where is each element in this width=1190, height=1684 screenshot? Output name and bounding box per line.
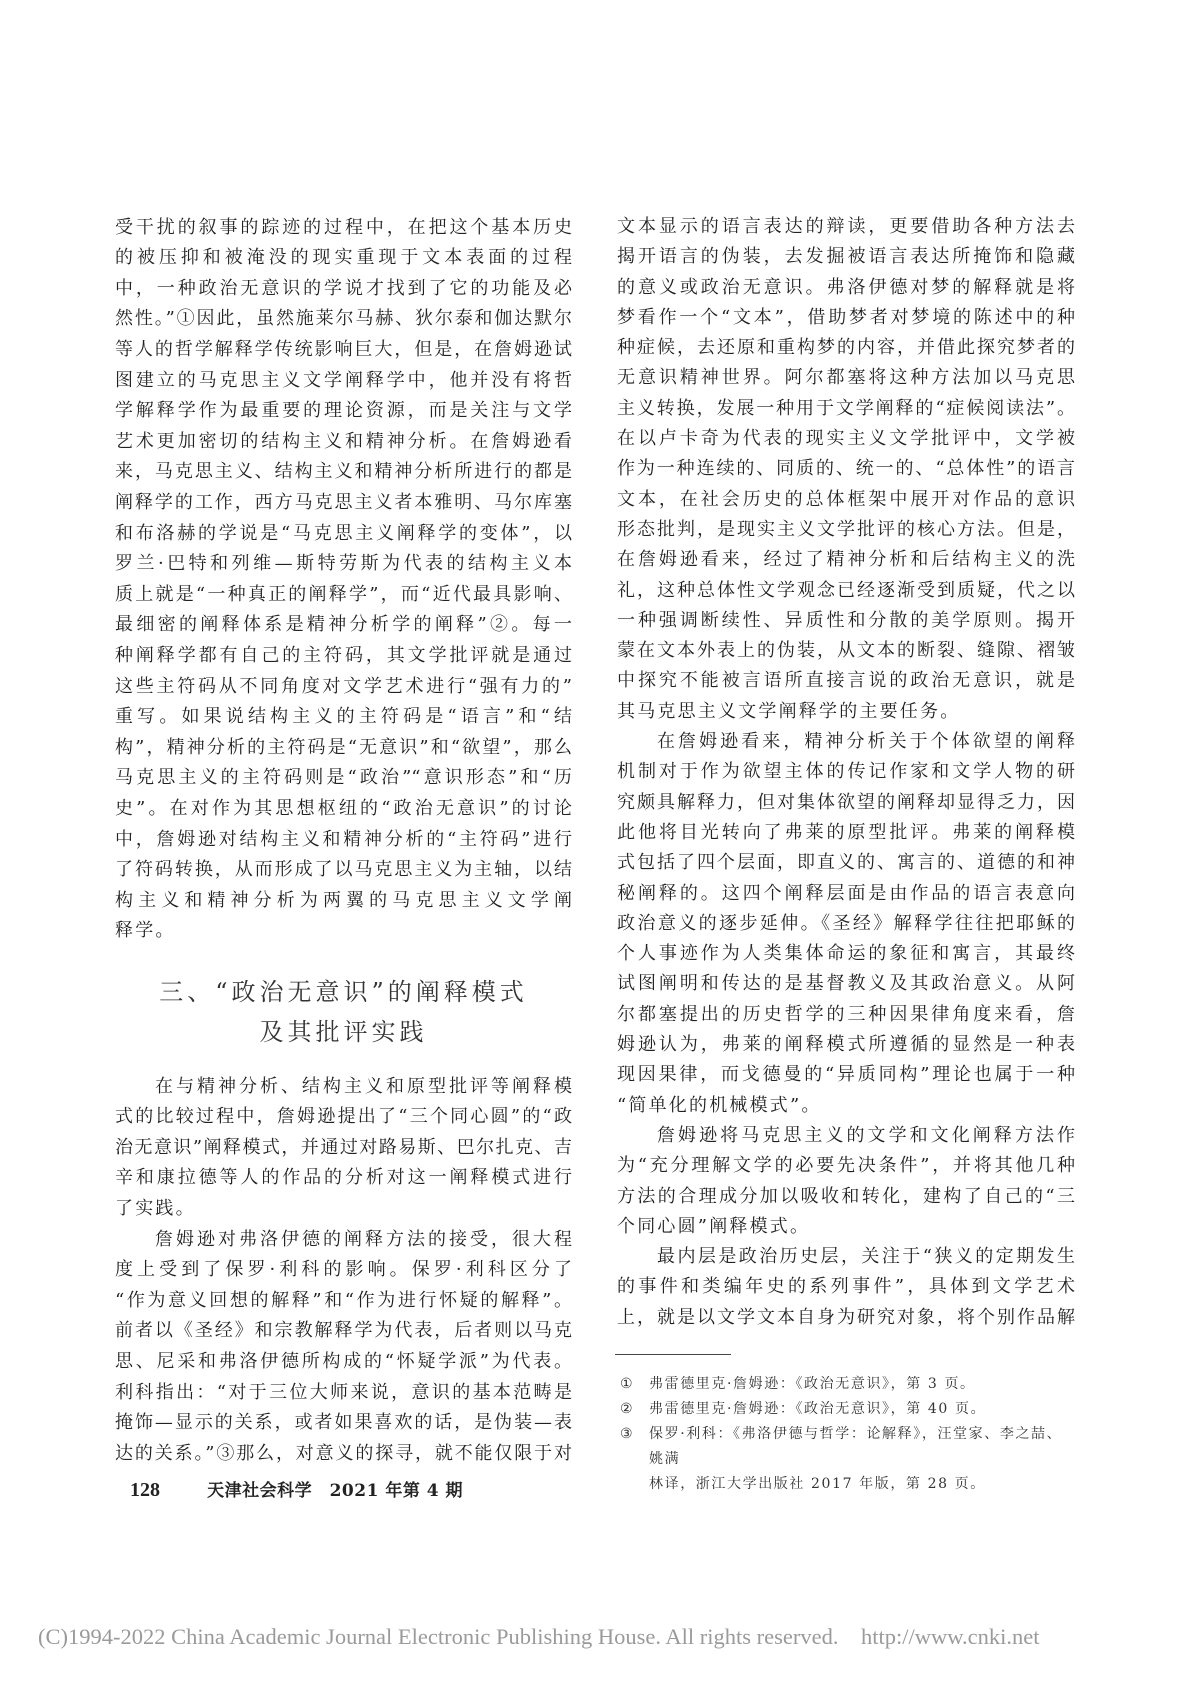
text-line: 个同心圆”阐释模式。: [617, 1215, 811, 1237]
text-line: 史”。在对作为其思想枢纽的“政治无意识”的讨论: [115, 797, 572, 819]
body-paragraph: [115, 213, 572, 947]
text-line: 詹姆逊对弗洛伊德的阐释方法的接受，很大程: [155, 1228, 572, 1250]
text-line: 个人事迹作为人类集体命运的象征和寓言，其最终: [617, 943, 1075, 965]
text-line: 学解释学作为最重要的理论资源，而是关注与文学: [115, 400, 572, 422]
text-line: 重写。如果说结构主义的主符码是“语言”和“结: [115, 706, 572, 728]
text-line: 的意义或政治无意识。弗洛伊德对梦的解释就是将: [617, 276, 1075, 298]
text-line: 达的关系。”③那么，对意义的探寻，就不能仅限于对: [115, 1442, 572, 1464]
text-line: 释学。: [115, 920, 176, 942]
footnote-text: 保罗·利科：《弗洛伊德与哲学：论解释》，汪堂家、李之喆、姚满: [649, 1426, 1063, 1467]
text-line: 度上受到了保罗·利科的影响。保罗·利科区分了: [115, 1259, 572, 1281]
text-line: 的事件和类编年史的系列事件”，具体到文学艺术: [617, 1276, 1075, 1298]
body-paragraph: [617, 1121, 1075, 1242]
text-line: 蒙在文本外表上的伪装，从文本的断裂、缝隙、褶皱: [617, 640, 1075, 662]
body-paragraph: [617, 1242, 1075, 1333]
footnote-divider: [615, 1354, 731, 1355]
journal-issue: 天津社会科学 2021 年第 4 期: [207, 1481, 463, 1501]
text-line: 式包括了四个层面，即直义的、寓言的、道德的和神: [617, 852, 1075, 874]
copyright-notice: (C)1994-2022 China Academic Journal Electronic Publishing House. All rights reserved. http://www.cnki.net: [38, 1624, 1040, 1649]
text-line: 上，就是以文学文本自身为研究对象，将个别作品解: [617, 1306, 1075, 1328]
text-line: 在詹姆逊看来，经过了精神分析和后结构主义的洗: [617, 549, 1075, 571]
text-line: 艺术更加密切的结构主义和精神分析。在詹姆逊看: [115, 430, 572, 452]
text-line: 在以卢卡奇为代表的现实主义文学批评中，文学被: [617, 428, 1075, 450]
text-line: 和布洛赫的学说是“马克思主义阐释学的变体”，以: [115, 522, 572, 544]
text-line: 机制对于作为欲望主体的传记作家和文学人物的研: [617, 761, 1075, 783]
text-line: 秘阐释的。这四个阐释层面是由作品的语言表意向: [617, 882, 1075, 904]
section-heading-line: 三、“政治无意识”的阐释模式: [159, 978, 528, 1006]
text-line: 中，詹姆逊对结构主义和精神分析的“主符码”进行: [115, 828, 572, 850]
page-footer: [130, 1476, 463, 1502]
text-line: 种症候，去还原和重构梦的内容，并借此探究梦者的: [617, 337, 1075, 359]
text-line: 最内层是政治历史层，关注于“狭义的定期发生: [657, 1246, 1075, 1268]
text-line: 阐释学的工作，西方马克思主义者本雅明、马尔库塞: [115, 492, 572, 514]
text-line: 了实践。: [115, 1198, 196, 1220]
text-line: 礼，这种总体性文学观念已经逐渐受到质疑，代之以: [617, 579, 1075, 601]
text-line: 无意识精神世界。阿尔都塞将这种方法加以马克思: [617, 367, 1075, 389]
text-line: 揭开语言的伪装，去发掘被语言表达所掩饰和隐藏: [617, 246, 1075, 268]
text-line: 马克思主义的主符码则是“政治”“意识形态”和“历: [115, 767, 572, 789]
text-line: 中，一种政治无意识的学说才找到了它的功能及必: [115, 277, 572, 299]
text-line: 掩饰—显示的关系，或者如果喜欢的话，是伪装—表: [115, 1412, 572, 1434]
text-line: 作为一种连续的、同质的、统一的、“总体性”的语言: [617, 458, 1075, 480]
text-line: 前者以《圣经》和宗教解释学为代表，后者则以马克: [115, 1320, 572, 1342]
text-line: 政治意义的逐步延伸。《圣经》解释学往往把耶稣的: [617, 912, 1075, 934]
footnote-text: 弗雷德里克·詹姆逊：《政治无意识》，第 3 页。: [649, 1376, 976, 1392]
text-line: 此他将目光转向了弗莱的原型批评。弗莱的阐释模: [617, 821, 1075, 843]
page-number: 128: [130, 1479, 160, 1501]
text-line: 在与精神分析、结构主义和原型批评等阐释模: [155, 1075, 572, 1097]
text-line: 然性。”①因此，虽然施莱尔马赫、狄尔泰和伽达默尔: [115, 308, 572, 330]
section-heading: [115, 972, 572, 1052]
text-line: 的被压抑和被淹没的现实重现于文本表面的过程: [115, 247, 572, 269]
text-line: 方法的合理成分加以吸收和转化，建构了自己的“三: [617, 1185, 1075, 1207]
text-line: 辛和康拉德等人的作品的分析对这一阐释模式进行: [115, 1167, 572, 1189]
footnote-marker: ①: [620, 1376, 635, 1392]
text-line: 构”，精神分析的主符码是“无意识”和“欲望”，那么: [115, 736, 572, 758]
text-line: 文本显示的语言表达的辩读，更要借助各种方法去: [617, 216, 1075, 237]
text-line: 詹姆逊将马克思主义的文学和文化阐释方法作: [657, 1124, 1075, 1146]
footnote-3: [617, 1422, 1067, 1497]
text-line: 在詹姆逊看来，精神分析关于个体欲望的阐释: [657, 731, 1075, 753]
left-column-lower: [115, 1072, 572, 1470]
footnotes: [617, 1372, 1067, 1497]
text-line: 一种强调断续性、异质性和分散的美学原则。揭开: [617, 609, 1075, 631]
text-line: 利科指出：“对于三位大师来说，意识的基本范畴是: [115, 1381, 572, 1403]
text-line: 治无意识”阐释模式，并通过对路易斯、巴尔扎克、吉: [115, 1136, 572, 1158]
body-paragraph: [617, 212, 1075, 727]
text-line: 图建立的马克思主义文学阐释学中，他并没有将哲: [115, 369, 572, 391]
text-line: 其马克思主义文学阐释学的主要任务。: [617, 700, 961, 722]
text-line: 罗兰·巴特和列维—斯特劳斯为代表的结构主义本: [115, 553, 572, 575]
text-line: 形态批判，是现实主义文学批评的核心方法。但是，: [617, 518, 1075, 540]
text-line: 受干扰的叙事的踪迹的过程中，在把这个基本历史: [115, 216, 572, 238]
text-line: 质上就是“一种真正的阐释学”，而“近代最具影响、: [115, 583, 572, 605]
right-column: [617, 212, 1075, 1333]
text-line: 姆逊认为，弗莱的阐释模式所遵循的显然是一种表: [617, 1034, 1075, 1056]
text-line: 最细密的阐释体系是精神分析学的阐释”②。每一: [115, 614, 572, 636]
body-paragraph: [115, 1225, 572, 1470]
text-line: “作为意义回想的解释”和“作为进行怀疑的解释”。: [115, 1289, 572, 1311]
text-line: 等人的哲学解释学传统影响巨大，但是，在詹姆逊试: [115, 339, 572, 361]
text-line: 思、尼采和弗洛伊德所构成的“怀疑学派”为代表。: [115, 1351, 572, 1373]
body-paragraph: [115, 1072, 572, 1225]
body-paragraph: [617, 727, 1075, 1121]
text-line: 来，马克思主义、结构主义和精神分析所进行的都是: [115, 461, 572, 483]
text-line: 为“充分理解文学的必要先决条件”，并将其他几种: [617, 1155, 1075, 1177]
text-line: 究颇具解释力，但对集体欲望的阐释却显得乏力，因: [617, 791, 1075, 813]
left-column: [115, 213, 572, 947]
text-line: 了符码转换，从而形成了以马克思主义为主轴，以结: [115, 859, 572, 881]
footnote-text: 弗雷德里克·詹姆逊：《政治无意识》，第 40 页。: [649, 1401, 987, 1417]
text-line: 式的比较过程中，詹姆逊提出了“三个同心圆”的“政: [115, 1106, 572, 1128]
footnote-marker: ②: [620, 1401, 635, 1417]
text-line: 种阐释学都有自己的主符码，其文学批评就是通过: [115, 645, 572, 666]
text-line: 尔都塞提出的历史哲学的三种因果律角度来看，詹: [617, 1003, 1075, 1025]
footnote-2: [617, 1397, 1067, 1422]
text-line: “简单化的机械模式”。: [617, 1094, 822, 1116]
text-line: 梦看作一个“文本”，借助梦者对梦境的陈述中的种: [617, 306, 1075, 328]
text-line: 文本，在社会历史的总体框架中展开对作品的意识: [617, 488, 1075, 510]
text-line: 这些主符码从不同角度对文学艺术进行“强有力的”: [115, 675, 572, 697]
footnote-marker: ③: [620, 1426, 635, 1442]
section-heading-line: 及其批评实践: [259, 1018, 428, 1046]
footnote-text: 林译，浙江大学出版社 2017 年版，第 28 页。: [649, 1476, 986, 1492]
text-line: 试图阐明和传达的是基督教义及其政治意义。从阿: [617, 973, 1075, 995]
text-line: 构主义和精神分析为两翼的马克思主义文学阐: [115, 889, 572, 911]
text-line: 现因果律，而戈德曼的“异质同构”理论也属于一种: [617, 1064, 1075, 1086]
footnote-1: [617, 1372, 1067, 1397]
text-line: 中探究不能被言语所直接言说的政治无意识，就是: [617, 670, 1075, 692]
text-line: 主义转换，发展一种用于文学阐释的“症候阅读法”。: [617, 397, 1075, 419]
